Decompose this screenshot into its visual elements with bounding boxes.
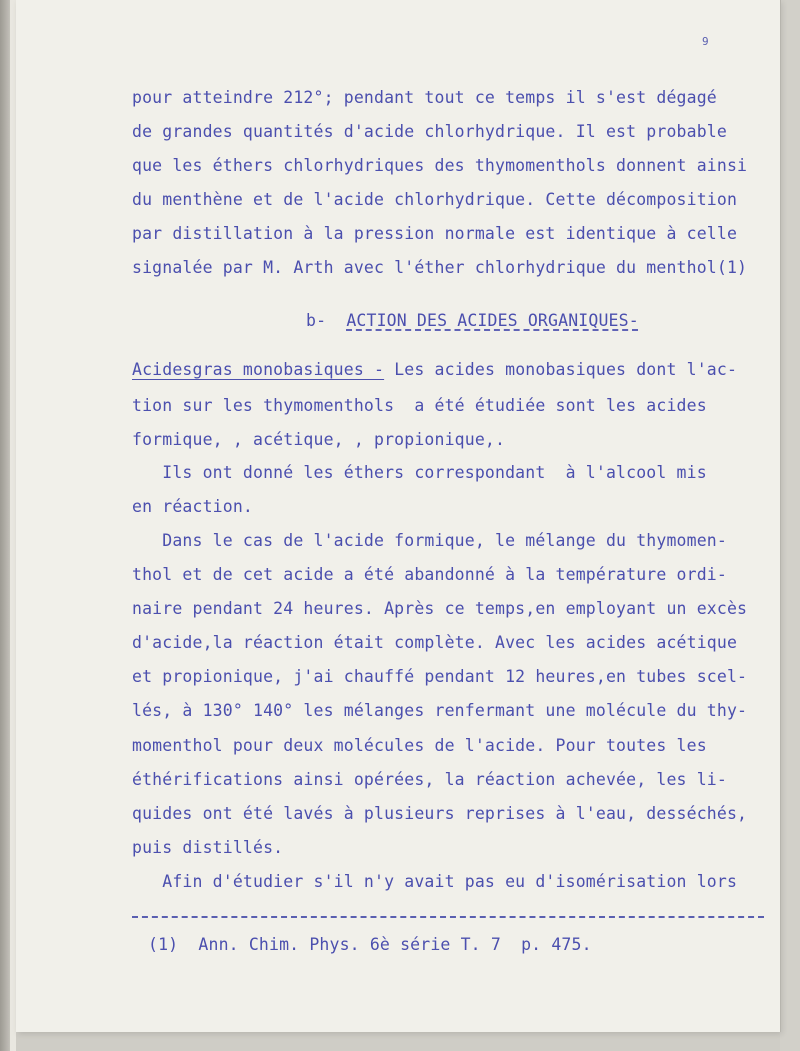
- body-line: Afin d'étudier s'il n'y avait pas eu d'isomérisation lors: [132, 872, 738, 891]
- page-edge-background: [780, 0, 800, 1051]
- body-line: momenthol pour deux molécules de l'acide. Pour toutes les: [132, 736, 707, 755]
- body-line: Ils ont donné les éthers correspondant à l'alcool mis: [132, 463, 707, 482]
- section-prefix: b-: [306, 311, 327, 330]
- footnote-divider: [132, 916, 764, 918]
- body-line: quides ont été lavés à plusieurs reprises à l'eau, desséchés,: [132, 804, 748, 823]
- subsection-text: Les acides monobasiques dont l'ac-: [384, 360, 738, 379]
- subsection-line: [132, 360, 737, 379]
- body-line: et propionique, j'ai chauffé pendant 12 heures,en tubes scel-: [132, 667, 748, 686]
- body-line: que les éthers chlorhydriques des thymomenthols donnent ainsi: [132, 156, 748, 175]
- body-line: d'acide,la réaction était complète. Avec les acides acétique: [132, 633, 738, 652]
- subsection-label: Acidesgras monobasiques -: [132, 360, 385, 379]
- body-line: puis distillés.: [132, 838, 284, 857]
- body-line: lés, à 130° 140° les mélanges renfermant une molécule du thy-: [132, 701, 748, 720]
- body-line: du menthène et de l'acide chlorhydrique. Cette décomposition: [132, 190, 738, 209]
- body-line: thol et de cet acide a été abandonné à la température ordi-: [132, 565, 727, 584]
- body-line: Dans le cas de l'acide formique, le mélange du thymomen-: [132, 531, 727, 550]
- section-heading: [306, 311, 639, 330]
- body-line: en réaction.: [132, 497, 254, 516]
- body-line: tion sur les thymomenthols a été étudiée sont les acides: [132, 396, 707, 415]
- body-line: signalée par M. Arth avec l'éther chlorhydrique du menthol(1): [132, 258, 748, 277]
- body-line: formique, , acétique, , propionique,.: [132, 430, 506, 449]
- section-title: ACTION DES ACIDES ORGANIQUES-: [346, 311, 639, 330]
- body-line: naire pendant 24 heures. Après ce temps,en employant un excès: [132, 599, 748, 618]
- body-line: pour atteindre 212°; pendant tout ce temps il s'est dégagé: [132, 88, 717, 107]
- footnote: (1) Ann. Chim. Phys. 6è série T. 7 p. 475.: [148, 935, 592, 954]
- body-line: de grandes quantités d'acide chlorhydrique. Il est probable: [132, 122, 727, 141]
- body-line: éthérifications ainsi opérées, la réaction achevée, les li-: [132, 770, 727, 789]
- body-line: par distillation à la pression normale est identique à celle: [132, 224, 738, 243]
- page-number: 9: [702, 35, 709, 48]
